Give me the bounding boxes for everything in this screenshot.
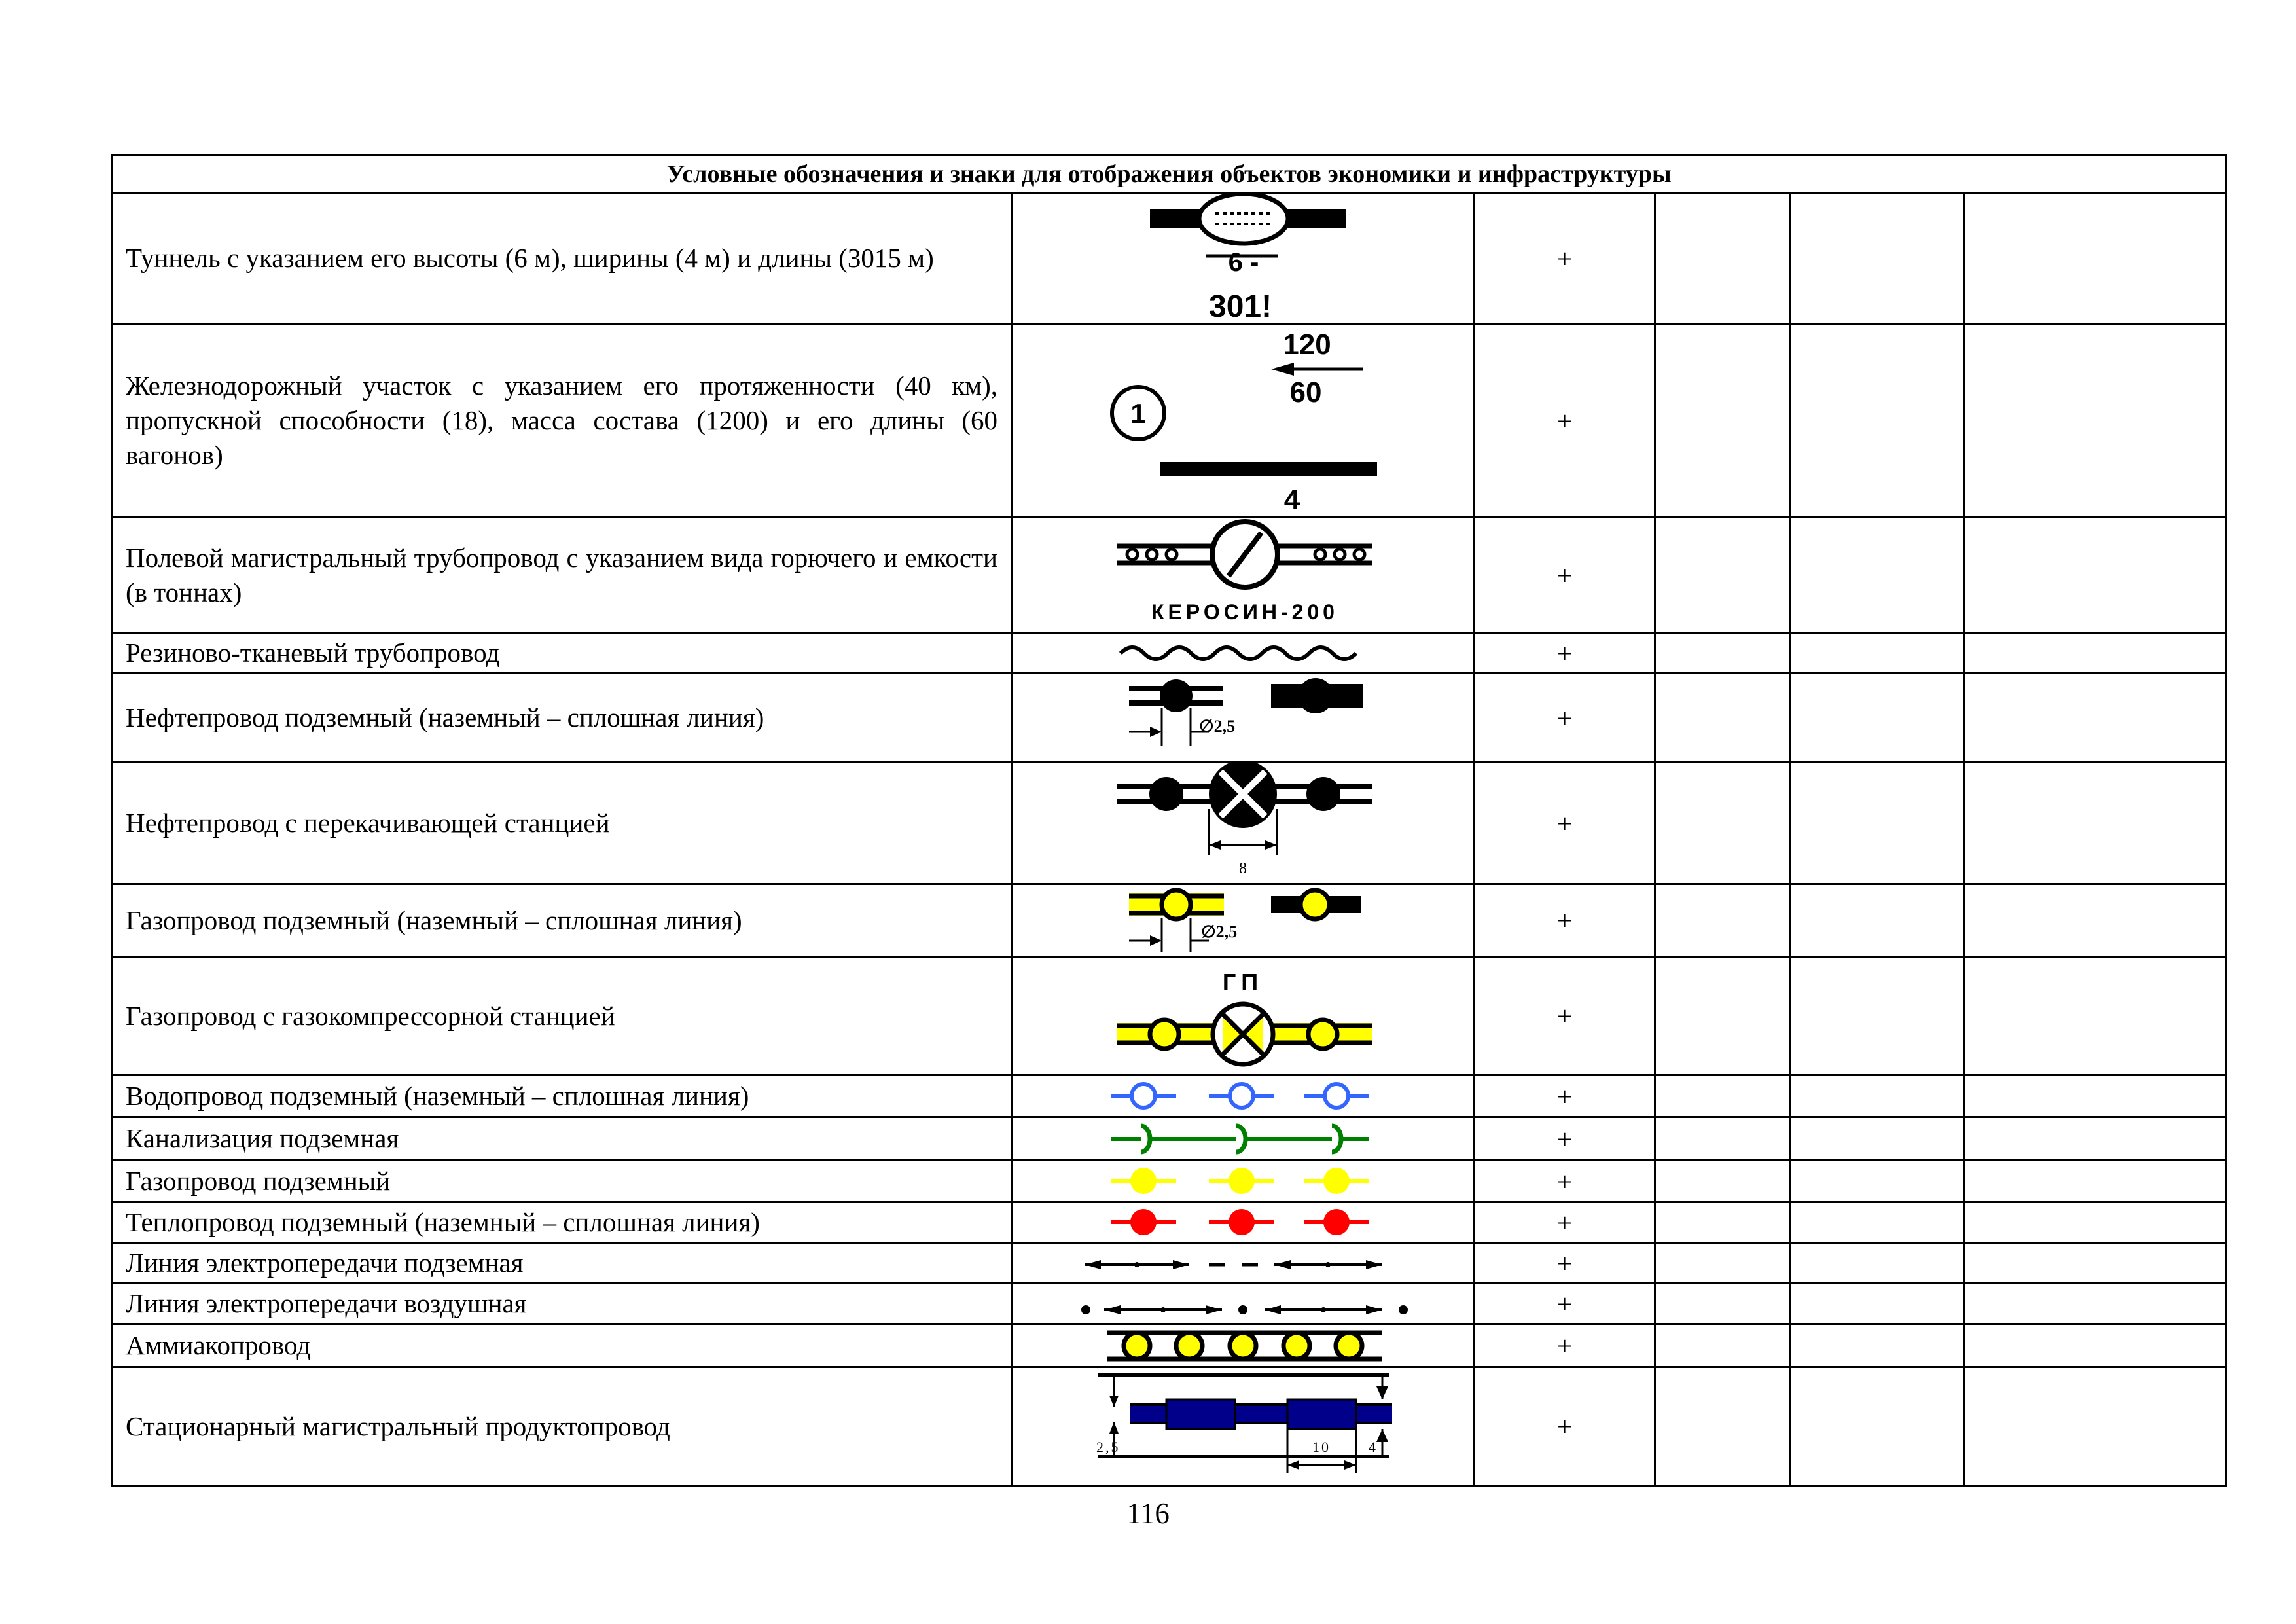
empty-cell [1790, 1161, 1964, 1202]
empty-cell [1655, 1202, 1790, 1243]
empty-cell [1655, 1324, 1790, 1367]
underground-powerline-symbol [1012, 1243, 1475, 1284]
rubber-pipeline-symbol [1012, 633, 1475, 674]
mark-cell: + [1475, 633, 1655, 674]
mark-cell: + [1475, 193, 1655, 324]
empty-cell [1655, 763, 1790, 884]
empty-cell [1655, 1367, 1790, 1486]
product-pipeline-symbol [1012, 1367, 1475, 1486]
table-row [112, 1243, 2227, 1284]
empty-cell [1655, 1075, 1790, 1117]
compressor-station-symbol [1012, 957, 1475, 1075]
mark-cell: + [1475, 1161, 1655, 1202]
module-length-label: 10 [1312, 1439, 1331, 1455]
mark-cell: + [1475, 518, 1655, 633]
row-description: Железнодорожный участок с указанием его протяженности (40 км), пропускной способности (18), масса состава (1200) и его длины (60 вагонов) [112, 324, 1012, 518]
empty-cell [1964, 1161, 2227, 1202]
page-number: 116 [1126, 1497, 1170, 1530]
empty-cell [1964, 763, 2227, 884]
empty-cell [1964, 1284, 2227, 1324]
heat-pipeline-symbol [1012, 1202, 1475, 1243]
empty-cell [1790, 884, 1964, 957]
ammonia-pipeline-symbol [1012, 1324, 1475, 1367]
diameter-label: ∅2,5 [1201, 922, 1238, 941]
table-header-row [112, 156, 2227, 193]
gas-line-symbol [1012, 1161, 1475, 1202]
empty-cell [1964, 324, 2227, 518]
empty-cell [1790, 518, 1964, 633]
table-row [112, 193, 2227, 324]
table-row [112, 1367, 2227, 1486]
table-row [112, 324, 2227, 518]
mark-cell: + [1475, 1324, 1655, 1367]
station-code-label: ГП [1222, 969, 1264, 996]
mark-cell: + [1475, 957, 1655, 1075]
table-row [112, 1284, 2227, 1324]
mark-cell: + [1475, 324, 1655, 518]
empty-cell [1790, 193, 1964, 324]
railway-capacity-label: 120 [1283, 329, 1331, 361]
row-description: Линия электропередачи воздушная [112, 1284, 1012, 1324]
mark-cell: + [1475, 1284, 1655, 1324]
row-description: Нефтепровод подземный (наземный – сплошная линия) [112, 674, 1012, 763]
row-description: Газопровод с газокомпрессорной станцией [112, 957, 1012, 1075]
empty-cell [1790, 1075, 1964, 1117]
mark-cell: + [1475, 763, 1655, 884]
empty-cell [1964, 193, 2227, 324]
empty-cell [1964, 1324, 2227, 1367]
row-description: Полевой магистральный трубопровод с указанием вида горючего и емкости (в тоннах) [112, 518, 1012, 633]
tunnel-length-label: 301! [1209, 289, 1272, 323]
module-height-label: 4 [1369, 1439, 1376, 1455]
empty-cell [1655, 324, 1790, 518]
row-description: Водопровод подземный (наземный – сплошная линия) [112, 1075, 1012, 1117]
empty-cell [1790, 763, 1964, 884]
table-row [112, 763, 2227, 884]
overhead-powerline-symbol [1012, 1284, 1475, 1324]
railway-symbol [1012, 324, 1475, 518]
empty-cell [1790, 1367, 1964, 1486]
table-row [112, 674, 2227, 763]
legend-table [111, 154, 2227, 1487]
empty-cell [1964, 1202, 2227, 1243]
field-pipeline-symbol [1012, 518, 1475, 633]
row-description: Резиново-тканевый трубопровод [112, 633, 1012, 674]
mark-cell: + [1475, 1075, 1655, 1117]
fuel-type-label: КЕРОСИН-200 [1151, 600, 1338, 624]
empty-cell [1655, 1243, 1790, 1284]
row-description: Линия электропередачи подземная [112, 1243, 1012, 1284]
empty-cell [1964, 1367, 2227, 1486]
mark-cell: + [1475, 1117, 1655, 1161]
tunnel-symbol [1012, 193, 1475, 324]
table-row [112, 1161, 2227, 1202]
sewage-symbol [1012, 1117, 1475, 1161]
mark-cell: + [1475, 674, 1655, 763]
table-row [112, 1202, 2227, 1243]
row-description: Теплопровод подземный (наземный – сплошная линия) [112, 1202, 1012, 1243]
empty-cell [1655, 633, 1790, 674]
empty-cell [1964, 884, 2227, 957]
table-title: Условные обозначения и знаки для отображения объектов экономики и инфраструктуры [112, 156, 2227, 193]
table-row [112, 957, 2227, 1075]
empty-cell [1790, 674, 1964, 763]
empty-cell [1790, 1284, 1964, 1324]
row-description: Аммиакопровод [112, 1324, 1012, 1367]
empty-cell [1790, 1324, 1964, 1367]
empty-cell [1655, 674, 1790, 763]
water-pipeline-symbol [1012, 1075, 1475, 1117]
mark-cell: + [1475, 1202, 1655, 1243]
mark-cell: + [1475, 1243, 1655, 1284]
mark-cell: + [1475, 1367, 1655, 1486]
empty-cell [1790, 633, 1964, 674]
tunnel-height-label: 6 - [1228, 248, 1259, 277]
empty-cell [1655, 1284, 1790, 1324]
railway-section-number: 1 [1130, 398, 1146, 429]
empty-cell [1964, 1117, 2227, 1161]
empty-cell [1790, 1243, 1964, 1284]
empty-cell [1790, 324, 1964, 518]
empty-cell [1655, 957, 1790, 1075]
railway-trains-label: 4 [1283, 484, 1300, 516]
empty-cell [1964, 1075, 2227, 1117]
empty-cell [1964, 1243, 2227, 1284]
empty-cell [1964, 633, 2227, 674]
station-size-label: 8 [1239, 860, 1247, 877]
table-row [112, 884, 2227, 957]
row-description: Канализация подземная [112, 1117, 1012, 1161]
diameter-label: ∅2,5 [1199, 717, 1236, 736]
row-description: Нефтепровод с перекачивающей станцией [112, 763, 1012, 884]
empty-cell [1790, 1117, 1964, 1161]
table-row [112, 1117, 2227, 1161]
row-description: Стационарный магистральный продуктопровод [112, 1367, 1012, 1486]
row-description: Газопровод подземный [112, 1161, 1012, 1202]
row-description: Газопровод подземный (наземный – сплошная линия) [112, 884, 1012, 957]
empty-cell [1964, 957, 2227, 1075]
table-row [112, 633, 2227, 674]
empty-cell [1655, 884, 1790, 957]
empty-cell [1655, 1161, 1790, 1202]
pumping-station-symbol [1012, 763, 1475, 884]
table-row [112, 1324, 2227, 1367]
gas-pipeline-symbol [1012, 884, 1475, 957]
empty-cell [1964, 674, 2227, 763]
empty-cell [1655, 518, 1790, 633]
empty-cell [1790, 957, 1964, 1075]
empty-cell [1790, 1202, 1964, 1243]
pipe-diameter-label: 2,5 [1096, 1439, 1121, 1455]
mark-cell: + [1475, 884, 1655, 957]
row-description: Туннель с указанием его высоты (6 м), ширины (4 м) и длины (3015 м) [112, 193, 1012, 324]
oil-pipeline-symbol [1012, 674, 1475, 763]
railway-length-label: 60 [1289, 376, 1322, 408]
empty-cell [1655, 1117, 1790, 1161]
table-row [112, 1075, 2227, 1117]
empty-cell [1655, 193, 1790, 324]
empty-cell [1964, 518, 2227, 633]
table-row [112, 518, 2227, 633]
